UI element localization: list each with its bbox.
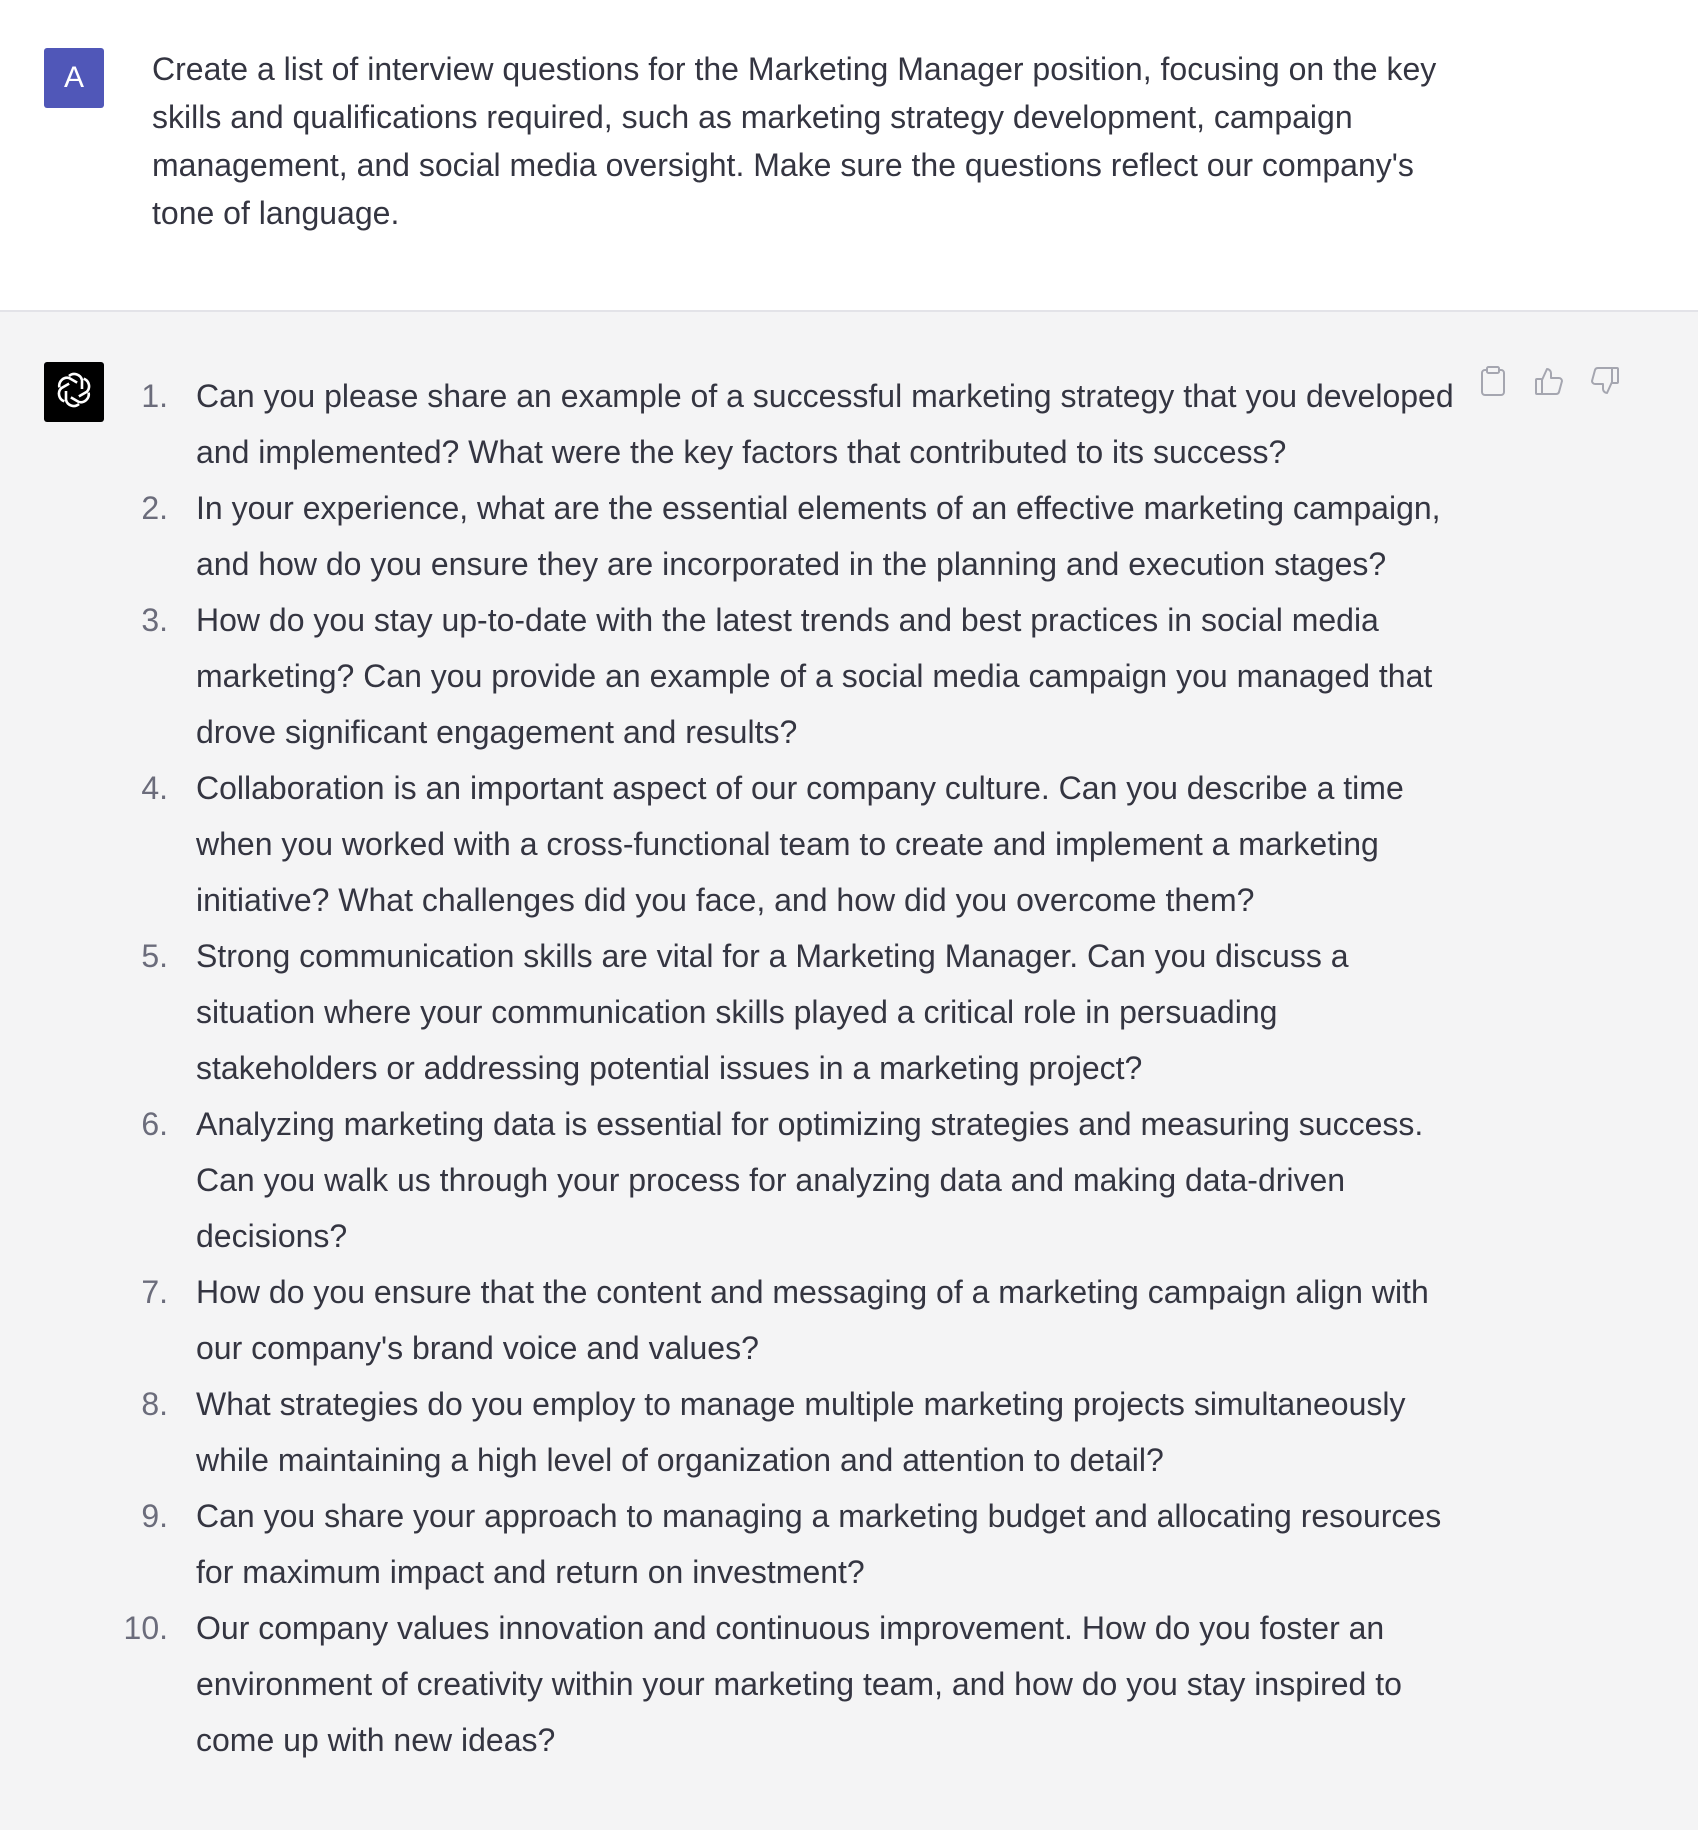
thumbs-down-icon: [1590, 366, 1620, 396]
message-actions: [1478, 364, 1620, 398]
user-message-block: [0, 0, 1698, 312]
list-item-text: What strategies do you employ to manage multiple marketing projects simultaneously while maintaining a high level of organization and attention to detail?: [196, 1386, 1406, 1478]
list-item: [0, 1600, 1460, 1768]
list-item-text: Collaboration is an important aspect of our company culture. Can you describe a time when you worked with a cross-functional team to create and implement a marketing initiative? What challenges did you face, and how did you overcome them?: [196, 770, 1404, 918]
clipboard-icon: [1480, 365, 1506, 397]
thumbs-up-icon: [1534, 366, 1564, 396]
list-item-text: How do you stay up-to-date with the latest trends and best practices in social media marketing? Can you provide an example of a social media campaign you managed that drove significant engagement and results?: [196, 602, 1433, 750]
answer-list: [0, 368, 1460, 1768]
list-item: [0, 480, 1460, 592]
list-item-number: 3.: [141, 602, 168, 638]
list-item: [0, 1264, 1460, 1376]
list-item-number: 10.: [123, 1610, 168, 1646]
list-item: [0, 592, 1460, 760]
list-item-text: How do you ensure that the content and messaging of a marketing campaign align with our company's brand voice and values?: [196, 1274, 1429, 1366]
list-item-number: 6.: [141, 1106, 168, 1142]
user-message-text: Create a list of interview questions for the Marketing Manager position, focusing on the key skills and qualifications required, such as marketing strategy development, campaign management, and social media oversight. Make sure the questions reflect our company's tone of language.: [152, 51, 1437, 231]
thumbs-down-button[interactable]: [1590, 364, 1620, 398]
list-item: [0, 1376, 1460, 1488]
list-item: [0, 928, 1460, 1096]
user-avatar-letter: A: [63, 61, 84, 94]
list-item: [0, 1488, 1460, 1600]
list-item-number: 2.: [141, 490, 168, 526]
list-item-number: 8.: [141, 1386, 168, 1422]
list-item-text: Can you please share an example of a successful marketing strategy that you developed and implemented? What were the key factors that contributed to its success?: [196, 378, 1454, 470]
user-avatar: [44, 48, 104, 108]
list-item: [0, 1096, 1460, 1264]
assistant-message-block: [0, 312, 1698, 1830]
list-item-number: 4.: [141, 770, 168, 806]
list-item: [0, 760, 1460, 928]
list-item-number: 9.: [141, 1498, 168, 1534]
list-item: [0, 368, 1460, 480]
list-item-number: 5.: [141, 938, 168, 974]
list-item-number: 7.: [141, 1274, 168, 1310]
copy-button[interactable]: [1478, 364, 1508, 398]
list-item-text: Strong communication skills are vital for a Marketing Manager. Can you discuss a situation where your communication skills played a critical role in persuading stakeholders or addressing potential issues in a marketing project?: [196, 938, 1349, 1086]
list-item-text: Can you share your approach to managing a marketing budget and allocating resources for maximum impact and return on investment?: [196, 1498, 1442, 1590]
list-item-text: Analyzing marketing data is essential for optimizing strategies and measuring success. Can you walk us through your process for analyzing data and making data-driven decisions?: [196, 1106, 1424, 1254]
list-item-text: Our company values innovation and continuous improvement. How do you foster an environment of creativity within your marketing team, and how do you stay inspired to come up with new ideas?: [196, 1610, 1402, 1758]
thumbs-up-button[interactable]: [1534, 364, 1564, 398]
list-item-text: In your experience, what are the essential elements of an effective marketing campaign, and how do you ensure they are incorporated in the planning and execution stages?: [196, 490, 1441, 582]
list-item-number: 1.: [141, 378, 168, 414]
